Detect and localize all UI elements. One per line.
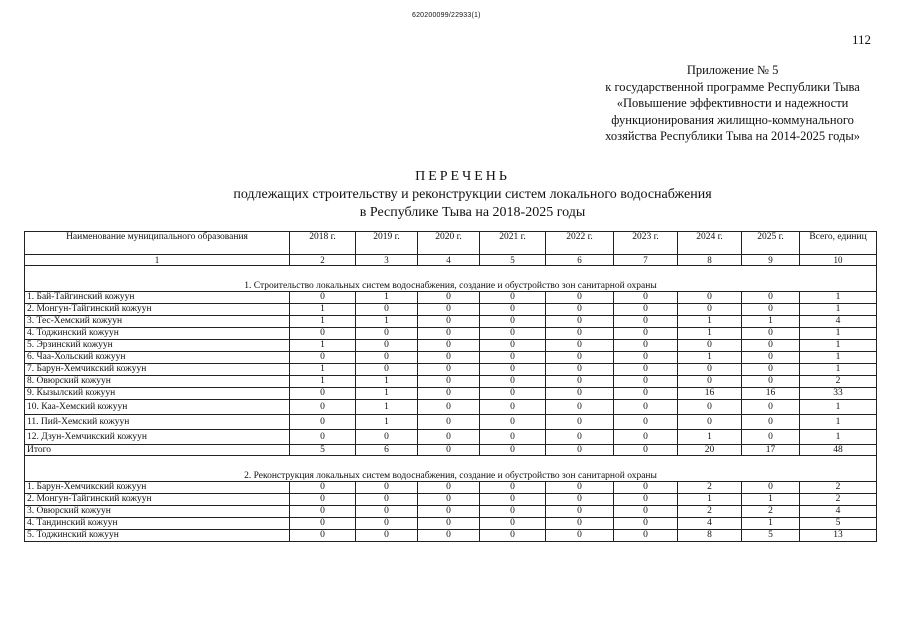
year-value-cell: 0 bbox=[546, 506, 614, 518]
year-value-cell: 1 bbox=[290, 364, 356, 376]
year-value-cell: 1 bbox=[678, 316, 742, 328]
year-value-cell: 0 bbox=[290, 352, 356, 364]
year-value-cell: 0 bbox=[290, 518, 356, 530]
year-value-cell: 0 bbox=[546, 430, 614, 445]
municipality-name: 7. Барун-Хемчикский кожуун bbox=[25, 364, 290, 376]
section-title-row bbox=[25, 266, 877, 292]
year-value-cell: 0 bbox=[614, 494, 678, 506]
year-value-cell: 8 bbox=[678, 530, 742, 542]
total-cell: 4 bbox=[800, 316, 877, 328]
year-value-cell: 0 bbox=[614, 506, 678, 518]
year-value-cell: 0 bbox=[546, 400, 614, 415]
year-value-cell: 0 bbox=[418, 316, 480, 328]
year-value-cell: 0 bbox=[480, 340, 546, 352]
year-value-cell: 0 bbox=[742, 364, 800, 376]
municipality-name: Итого bbox=[25, 445, 290, 456]
section-title: 2. Реконструкция локальных систем водоснабжения, создание и обустройство зон санитарной охраны bbox=[25, 456, 877, 482]
year-value-cell: 1 bbox=[356, 376, 418, 388]
year-value-cell: 1 bbox=[356, 400, 418, 415]
year-value-cell: 0 bbox=[678, 415, 742, 430]
year-value-cell: 16 bbox=[678, 388, 742, 400]
year-value-cell: 0 bbox=[678, 376, 742, 388]
year-value-cell: 0 bbox=[418, 376, 480, 388]
total-cell: 1 bbox=[800, 304, 877, 316]
year-value-cell: 0 bbox=[480, 518, 546, 530]
year-value-cell: 0 bbox=[614, 364, 678, 376]
year-value-cell: 0 bbox=[742, 328, 800, 340]
year-value-cell: 0 bbox=[290, 388, 356, 400]
total-cell: 48 bbox=[800, 445, 877, 456]
year-value-cell: 0 bbox=[614, 352, 678, 364]
municipality-name: 3. Тес-Хемский кожуун bbox=[25, 316, 290, 328]
municipality-name: 2. Монгун-Тайгинский кожуун bbox=[25, 494, 290, 506]
year-value-cell: 0 bbox=[614, 530, 678, 542]
municipality-name: 9. Кызылский кожуун bbox=[25, 388, 290, 400]
year-value-cell: 0 bbox=[678, 340, 742, 352]
year-value-cell: 1 bbox=[290, 376, 356, 388]
year-value-cell: 0 bbox=[546, 388, 614, 400]
appendix-line: к государственной программе Республики Тыва bbox=[605, 79, 860, 94]
water-supply-table bbox=[24, 231, 877, 542]
total-cell: 1 bbox=[800, 430, 877, 445]
section-title: 1. Строительство локальных систем водоснабжения, создание и обустройство зон санитарной охраны bbox=[25, 266, 877, 292]
year-value-cell: 0 bbox=[356, 364, 418, 376]
municipality-name: 8. Овюрский кожуун bbox=[25, 376, 290, 388]
year-value-cell: 0 bbox=[356, 340, 418, 352]
year-value-cell: 1 bbox=[356, 292, 418, 304]
year-value-cell: 1 bbox=[678, 328, 742, 340]
year-value-cell: 0 bbox=[290, 400, 356, 415]
year-value-cell: 0 bbox=[480, 304, 546, 316]
table-row bbox=[25, 388, 877, 400]
column-header: 2018 г. bbox=[290, 232, 356, 255]
year-value-cell: 0 bbox=[742, 304, 800, 316]
column-header: Наименование муниципального образования bbox=[25, 232, 290, 255]
year-value-cell: 0 bbox=[678, 364, 742, 376]
year-value-cell: 0 bbox=[418, 494, 480, 506]
column-number: 5 bbox=[480, 255, 546, 266]
year-value-cell: 0 bbox=[546, 494, 614, 506]
header-row bbox=[25, 232, 877, 255]
year-value-cell: 0 bbox=[614, 430, 678, 445]
year-value-cell: 0 bbox=[614, 445, 678, 456]
year-value-cell: 0 bbox=[290, 328, 356, 340]
municipality-name: 1. Барун-Хемчикский кожуун bbox=[25, 482, 290, 494]
column-header: 2025 г. bbox=[742, 232, 800, 255]
year-value-cell: 0 bbox=[480, 292, 546, 304]
column-header: 2022 г. bbox=[546, 232, 614, 255]
table-row bbox=[25, 530, 877, 542]
year-value-cell: 0 bbox=[480, 430, 546, 445]
year-value-cell: 2 bbox=[678, 506, 742, 518]
table-row bbox=[25, 506, 877, 518]
year-value-cell: 0 bbox=[742, 292, 800, 304]
year-value-cell: 0 bbox=[480, 328, 546, 340]
year-value-cell: 1 bbox=[678, 352, 742, 364]
year-value-cell: 0 bbox=[356, 530, 418, 542]
column-number: 9 bbox=[742, 255, 800, 266]
year-value-cell: 0 bbox=[290, 494, 356, 506]
page-number: 112 bbox=[852, 32, 872, 47]
year-value-cell: 0 bbox=[418, 292, 480, 304]
year-value-cell: 0 bbox=[742, 400, 800, 415]
table-row bbox=[25, 518, 877, 530]
year-value-cell: 0 bbox=[614, 340, 678, 352]
table-row bbox=[25, 352, 877, 364]
year-value-cell: 0 bbox=[480, 352, 546, 364]
column-header: 2021 г. bbox=[480, 232, 546, 255]
year-value-cell: 0 bbox=[614, 304, 678, 316]
year-value-cell: 2 bbox=[742, 506, 800, 518]
section-title-row bbox=[25, 456, 877, 482]
total-cell: 13 bbox=[800, 530, 877, 542]
year-value-cell: 0 bbox=[418, 430, 480, 445]
year-value-cell: 0 bbox=[480, 364, 546, 376]
title-subline: в Республике Тыва на 2018-2025 годы bbox=[359, 205, 586, 220]
year-value-cell: 17 bbox=[742, 445, 800, 456]
year-value-cell: 0 bbox=[546, 316, 614, 328]
year-value-cell: 0 bbox=[418, 518, 480, 530]
year-value-cell: 0 bbox=[742, 352, 800, 364]
table-row bbox=[25, 316, 877, 328]
year-value-cell: 0 bbox=[356, 482, 418, 494]
municipality-name: 6. Чаа-Хольский кожуун bbox=[25, 352, 290, 364]
municipality-name: 5. Эрзинский кожуун bbox=[25, 340, 290, 352]
year-value-cell: 0 bbox=[742, 376, 800, 388]
appendix-line: «Повышение эффективности и надежности bbox=[616, 96, 849, 110]
total-cell: 33 bbox=[800, 388, 877, 400]
year-value-cell: 0 bbox=[546, 482, 614, 494]
table-row bbox=[25, 482, 877, 494]
year-value-cell: 0 bbox=[480, 400, 546, 415]
table-row bbox=[25, 415, 877, 430]
year-value-cell: 0 bbox=[614, 415, 678, 430]
table-row bbox=[25, 494, 877, 506]
year-value-cell: 1 bbox=[356, 388, 418, 400]
year-value-cell: 0 bbox=[546, 352, 614, 364]
year-value-cell: 0 bbox=[480, 316, 546, 328]
year-value-cell: 1 bbox=[356, 316, 418, 328]
year-value-cell: 0 bbox=[678, 304, 742, 316]
column-header: 2024 г. bbox=[678, 232, 742, 255]
year-value-cell: 1 bbox=[742, 518, 800, 530]
year-value-cell: 0 bbox=[418, 328, 480, 340]
year-value-cell: 0 bbox=[614, 316, 678, 328]
column-number: 6 bbox=[546, 255, 614, 266]
appendix-reference bbox=[605, 62, 860, 145]
municipality-name: 10. Каа-Хемский кожуун bbox=[25, 400, 290, 415]
municipality-name: 3. Овюрский кожуун bbox=[25, 506, 290, 518]
year-value-cell: 0 bbox=[290, 530, 356, 542]
year-value-cell: 0 bbox=[418, 482, 480, 494]
total-cell: 5 bbox=[800, 518, 877, 530]
year-value-cell: 0 bbox=[678, 292, 742, 304]
year-value-cell: 6 bbox=[356, 445, 418, 456]
column-header: Всего, единиц bbox=[800, 232, 877, 255]
year-value-cell: 0 bbox=[356, 304, 418, 316]
year-value-cell: 0 bbox=[418, 445, 480, 456]
column-number: 7 bbox=[614, 255, 678, 266]
column-header: 2020 г. bbox=[418, 232, 480, 255]
year-value-cell: 1 bbox=[356, 415, 418, 430]
year-value-cell: 0 bbox=[418, 364, 480, 376]
year-value-cell: 0 bbox=[546, 518, 614, 530]
year-value-cell: 1 bbox=[290, 304, 356, 316]
total-cell: 1 bbox=[800, 415, 877, 430]
column-number: 4 bbox=[418, 255, 480, 266]
year-value-cell: 0 bbox=[290, 430, 356, 445]
year-value-cell: 0 bbox=[742, 340, 800, 352]
year-value-cell: 0 bbox=[418, 506, 480, 518]
year-value-cell: 16 bbox=[742, 388, 800, 400]
total-cell: 4 bbox=[800, 506, 877, 518]
column-number: 10 bbox=[800, 255, 877, 266]
year-value-cell: 0 bbox=[290, 482, 356, 494]
year-value-cell: 1 bbox=[290, 340, 356, 352]
appendix-line: функционирования жилищно-коммунального bbox=[611, 112, 854, 127]
year-value-cell: 1 bbox=[290, 316, 356, 328]
year-value-cell: 1 bbox=[678, 494, 742, 506]
year-value-cell: 4 bbox=[678, 518, 742, 530]
table-row bbox=[25, 340, 877, 352]
year-value-cell: 0 bbox=[614, 328, 678, 340]
table-row bbox=[25, 304, 877, 316]
appendix-line: хозяйства Республики Тыва на 2014-2025 годы» bbox=[605, 129, 860, 143]
title-subline: подлежащих строительству и реконструкции систем локального водоснабжения bbox=[233, 187, 712, 202]
column-number-row bbox=[25, 255, 877, 266]
year-value-cell: 0 bbox=[742, 415, 800, 430]
year-value-cell: 0 bbox=[418, 388, 480, 400]
year-value-cell: 0 bbox=[418, 415, 480, 430]
year-value-cell: 0 bbox=[290, 415, 356, 430]
year-value-cell: 0 bbox=[480, 482, 546, 494]
appendix-line: Приложение № 5 bbox=[686, 63, 779, 77]
municipality-name: 4. Тандинский кожуун bbox=[25, 518, 290, 530]
year-value-cell: 0 bbox=[614, 482, 678, 494]
year-value-cell: 0 bbox=[480, 415, 546, 430]
year-value-cell: 0 bbox=[546, 340, 614, 352]
year-value-cell: 0 bbox=[356, 430, 418, 445]
total-cell: 1 bbox=[800, 400, 877, 415]
year-value-cell: 0 bbox=[418, 352, 480, 364]
municipality-name: 2. Монгун-Тайгинский кожуун bbox=[25, 304, 290, 316]
year-value-cell: 0 bbox=[480, 376, 546, 388]
document-id: 620200099/22933(1) bbox=[412, 12, 481, 19]
year-value-cell: 1 bbox=[742, 494, 800, 506]
table-row bbox=[25, 376, 877, 388]
table-row bbox=[25, 400, 877, 415]
table-row bbox=[25, 328, 877, 340]
year-value-cell: 0 bbox=[290, 506, 356, 518]
year-value-cell: 0 bbox=[356, 494, 418, 506]
column-header: 2019 г. bbox=[356, 232, 418, 255]
year-value-cell: 0 bbox=[614, 376, 678, 388]
year-value-cell: 0 bbox=[614, 388, 678, 400]
column-number: 1 bbox=[25, 255, 290, 266]
year-value-cell: 5 bbox=[742, 530, 800, 542]
year-value-cell: 0 bbox=[546, 415, 614, 430]
year-value-cell: 0 bbox=[418, 530, 480, 542]
year-value-cell: 1 bbox=[742, 316, 800, 328]
year-value-cell: 0 bbox=[480, 388, 546, 400]
year-value-cell: 2 bbox=[678, 482, 742, 494]
year-value-cell: 0 bbox=[356, 518, 418, 530]
year-value-cell: 0 bbox=[418, 340, 480, 352]
year-value-cell: 0 bbox=[418, 304, 480, 316]
year-value-cell: 0 bbox=[742, 482, 800, 494]
year-value-cell: 0 bbox=[546, 292, 614, 304]
total-cell: 1 bbox=[800, 340, 877, 352]
total-row bbox=[25, 445, 877, 456]
document-title bbox=[0, 168, 905, 222]
year-value-cell: 0 bbox=[356, 352, 418, 364]
year-value-cell: 0 bbox=[546, 530, 614, 542]
municipality-name: 5. Тоджинский кожуун bbox=[25, 530, 290, 542]
table-row bbox=[25, 364, 877, 376]
municipality-name: 1. Бай-Тайгинский кожуун bbox=[25, 292, 290, 304]
total-cell: 1 bbox=[800, 328, 877, 340]
year-value-cell: 0 bbox=[678, 400, 742, 415]
year-value-cell: 0 bbox=[614, 400, 678, 415]
title-heading: ПЕРЕЧЕНЬ bbox=[415, 169, 510, 184]
year-value-cell: 0 bbox=[546, 376, 614, 388]
year-value-cell: 1 bbox=[678, 430, 742, 445]
table-row bbox=[25, 292, 877, 304]
total-cell: 2 bbox=[800, 376, 877, 388]
year-value-cell: 0 bbox=[356, 328, 418, 340]
year-value-cell: 0 bbox=[480, 506, 546, 518]
column-number: 8 bbox=[678, 255, 742, 266]
year-value-cell: 0 bbox=[546, 445, 614, 456]
table-row bbox=[25, 430, 877, 445]
total-cell: 1 bbox=[800, 292, 877, 304]
year-value-cell: 0 bbox=[480, 445, 546, 456]
column-header: 2023 г. bbox=[614, 232, 678, 255]
year-value-cell: 0 bbox=[290, 292, 356, 304]
year-value-cell: 0 bbox=[546, 304, 614, 316]
total-cell: 2 bbox=[800, 482, 877, 494]
year-value-cell: 0 bbox=[614, 518, 678, 530]
municipality-name: 12. Дзун-Хемчикский кожуун bbox=[25, 430, 290, 445]
year-value-cell: 0 bbox=[614, 292, 678, 304]
year-value-cell: 0 bbox=[356, 506, 418, 518]
year-value-cell: 5 bbox=[290, 445, 356, 456]
column-number: 2 bbox=[290, 255, 356, 266]
total-cell: 1 bbox=[800, 364, 877, 376]
column-number: 3 bbox=[356, 255, 418, 266]
year-value-cell: 0 bbox=[418, 400, 480, 415]
municipality-name: 11. Пий-Хемский кожуун bbox=[25, 415, 290, 430]
total-cell: 2 bbox=[800, 494, 877, 506]
year-value-cell: 0 bbox=[480, 494, 546, 506]
total-cell: 1 bbox=[800, 352, 877, 364]
year-value-cell: 0 bbox=[742, 430, 800, 445]
year-value-cell: 0 bbox=[546, 328, 614, 340]
year-value-cell: 0 bbox=[480, 530, 546, 542]
year-value-cell: 20 bbox=[678, 445, 742, 456]
municipality-name: 4. Тоджинский кожуун bbox=[25, 328, 290, 340]
year-value-cell: 0 bbox=[546, 364, 614, 376]
